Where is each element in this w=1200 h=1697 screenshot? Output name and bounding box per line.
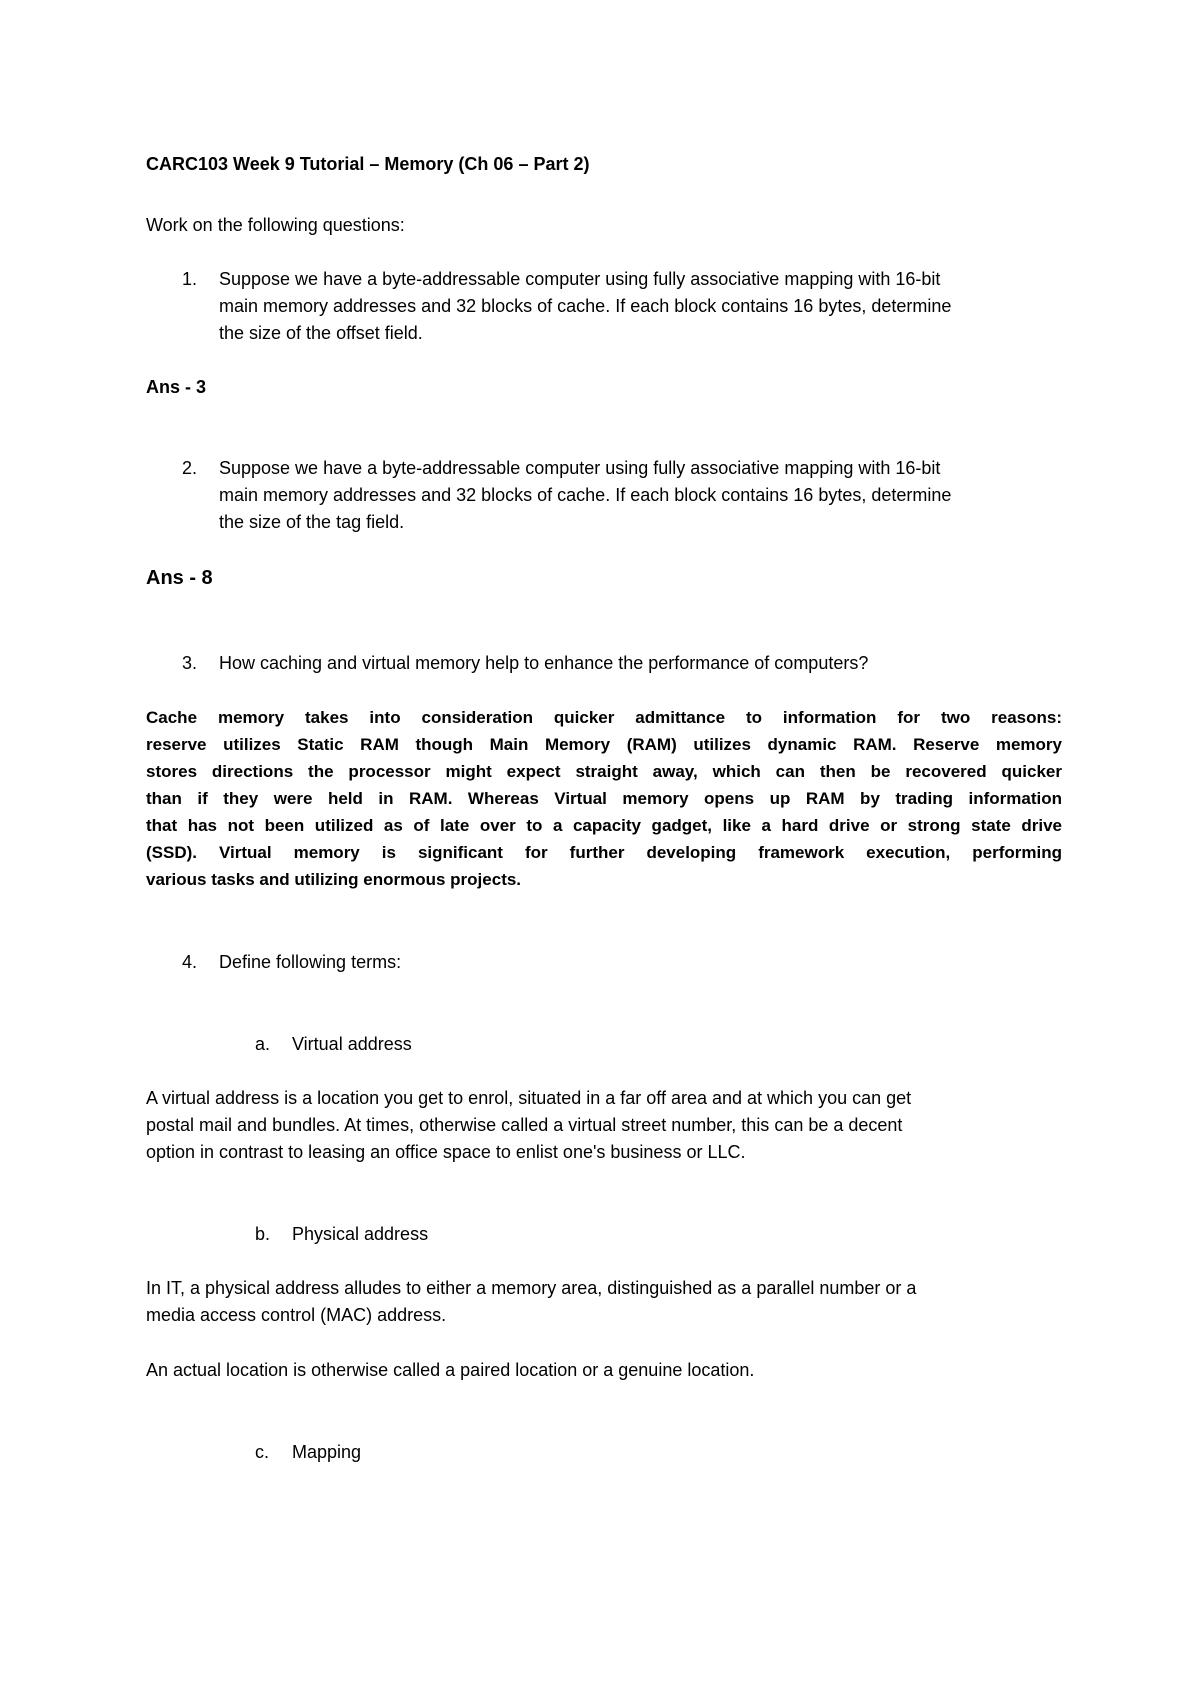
question-1-line: the size of the offset field.	[219, 323, 423, 343]
definition-line: A virtual address is a location you get to enrol, situated in a far off area and at which you can get	[146, 1088, 912, 1108]
answer-line: stores directions the processor might expect straight away, which can then be recovered quicker	[146, 762, 1062, 781]
question-1-line: main memory addresses and 32 blocks of cache. If each block contains 16 bytes, determine	[219, 296, 952, 316]
question-3-text: How caching and virtual memory help to enhance the performance of computers?	[219, 653, 869, 673]
question-1-number: 1.	[182, 269, 198, 289]
term-b-letter: b.	[255, 1224, 271, 1244]
question-4-text: Define following terms:	[219, 952, 402, 972]
question-2-text	[219, 455, 1069, 536]
question-3-answer	[146, 704, 1062, 893]
answer-line: Cache memory takes into consideration quicker admittance to information for two reasons:	[146, 708, 1062, 727]
definition-line: In IT, a physical address alludes to either a memory area, distinguished as a parallel number or a	[146, 1278, 917, 1298]
term-b-extra: An actual location is otherwise called a paired location or a genuine location.	[146, 1360, 755, 1380]
answer-line: various tasks and utilizing enormous projects.	[146, 870, 522, 889]
answer-line: (SSD). Virtual memory is significant for further developing framework execution, performing	[146, 843, 1062, 862]
question-1-answer: Ans - 3	[146, 377, 207, 397]
answer-line: reserve utilizes Static RAM though Main Memory (RAM) utilizes dynamic RAM. Reserve memory	[146, 735, 1062, 754]
question-2-line: the size of the tag field.	[219, 512, 405, 532]
definition-line: postal mail and bundles. At times, otherwise called a virtual street number, this can be a decent	[146, 1115, 903, 1135]
question-2-number: 2.	[182, 458, 198, 478]
term-b-definition	[146, 1275, 1066, 1329]
answer-line: that has not been utilized as of late over to a capacity gadget, like a hard drive or strong state drive	[146, 816, 1062, 835]
term-a-definition	[146, 1085, 1066, 1166]
answer-line: than if they were held in RAM. Whereas Virtual memory opens up RAM by trading information	[146, 789, 1062, 808]
document-title: CARC103 Week 9 Tutorial – Memory (Ch 06 – Part 2)	[146, 154, 590, 174]
intro-text: Work on the following questions:	[146, 215, 405, 235]
definition-line: option in contrast to leasing an office space to enlist one's business or LLC.	[146, 1142, 746, 1162]
term-b-title: Physical address	[292, 1224, 429, 1244]
question-1-line: Suppose we have a byte-addressable computer using fully associative mapping with 16-bit	[219, 269, 941, 289]
question-1-text	[219, 266, 1069, 347]
question-2-line: Suppose we have a byte-addressable computer using fully associative mapping with 16-bit	[219, 458, 941, 478]
term-c-letter: c.	[255, 1442, 270, 1462]
question-4-number: 4.	[182, 952, 198, 972]
question-3-number: 3.	[182, 653, 198, 673]
question-2-line: main memory addresses and 32 blocks of cache. If each block contains 16 bytes, determine	[219, 485, 952, 505]
term-c-title: Mapping	[292, 1442, 362, 1462]
term-a-title: Virtual address	[292, 1034, 412, 1054]
definition-line: media access control (MAC) address.	[146, 1305, 447, 1325]
term-a-letter: a.	[255, 1034, 271, 1054]
question-2-answer: Ans - 8	[146, 567, 213, 589]
